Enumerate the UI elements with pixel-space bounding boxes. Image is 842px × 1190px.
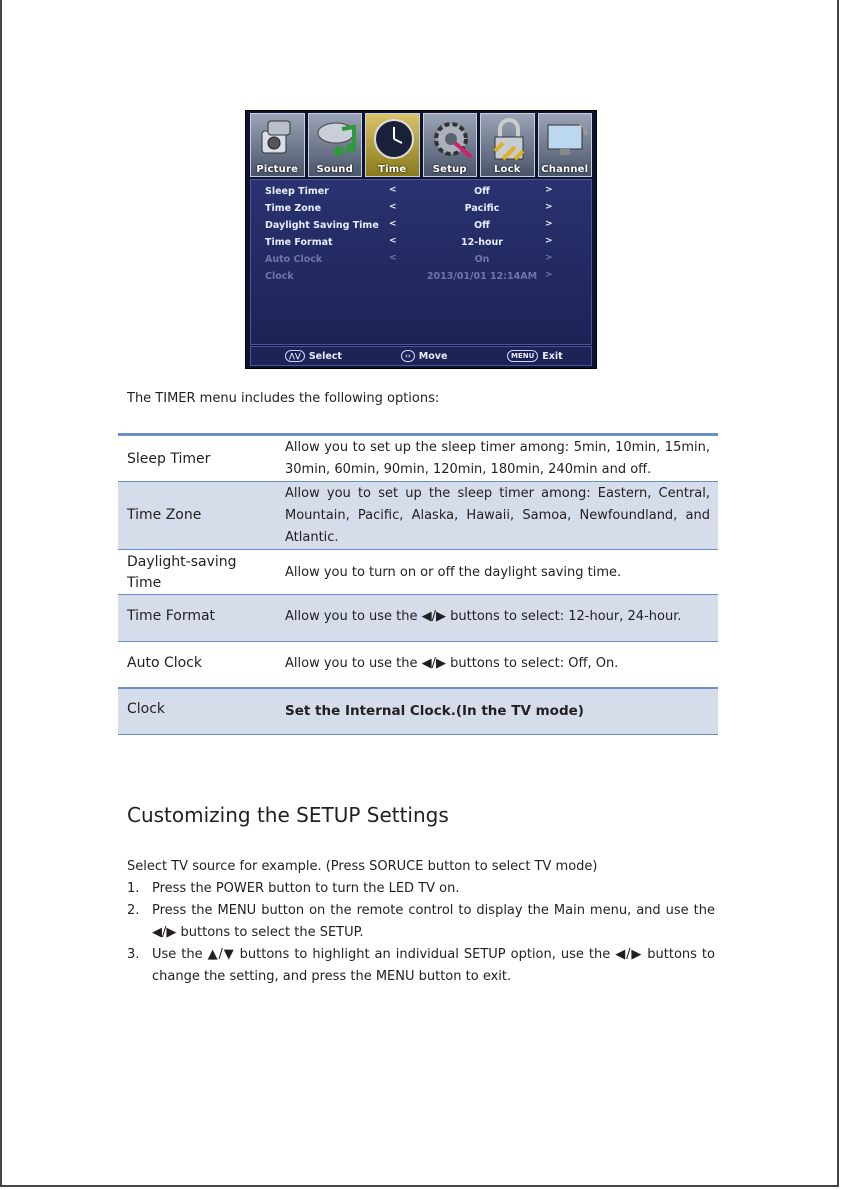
tab-channel: Channel	[538, 113, 593, 177]
table-row: Time Zone Allow you to set up the sleep timer among: Eastern, Central, Mountain, Pacific, Alaska, Hawaii, Samoa, Newfoundland, and Atlantic.	[118, 482, 718, 550]
tv-row-auto-clock: Auto Clock < On >	[265, 253, 553, 265]
arrow-right-icon: >	[545, 219, 553, 229]
tab-time: Time	[365, 113, 420, 177]
arrow-right-icon: >	[545, 236, 553, 246]
tv-row-time-zone: Time Zone < Pacific >	[265, 202, 553, 214]
arrow-right-icon: >	[545, 202, 553, 212]
tab-sound: Sound	[308, 113, 363, 177]
table-row: Clock Set the Internal Clock.(In the TV mode)	[118, 689, 718, 735]
tab-setup: Setup	[423, 113, 478, 177]
list-item: 3. Use the ▲/▼ buttons to highlight an individual SETUP option, use the ◀/▶ buttons to change the setting, and press the MENU button to exit.	[127, 947, 715, 984]
table-row: Sleep Timer Allow you to set up the sleep timer among: 5min, 10min, 15min, 30min, 60min, 90min, 120min, 180min, 240min and off.	[118, 436, 718, 482]
arrow-left-icon: <	[389, 253, 397, 263]
arrow-left-icon: <	[389, 236, 397, 246]
tab-lock: Lock	[480, 113, 535, 177]
arrow-left-icon: <	[389, 202, 397, 212]
satellite-dish-icon	[544, 117, 590, 161]
tv-row-sleep-timer: Sleep Timer < Off >	[265, 185, 553, 197]
hint-exit: MENU Exit	[507, 350, 563, 362]
arrow-right-icon: >	[545, 253, 553, 263]
gear-icon	[429, 117, 475, 161]
tv-row-time-format: Time Format < 12-hour >	[265, 236, 553, 248]
arrow-right-icon: >	[545, 270, 553, 280]
list-item: 2. Press the MENU button on the remote control to display the Main menu, and use the ◀/▶ buttons to select the SETUP.	[127, 903, 715, 940]
camera-icon	[256, 117, 302, 161]
tab-picture: Picture	[250, 113, 305, 177]
table-row: Daylight-saving Time Allow you to turn on or off the daylight saving time.	[118, 550, 718, 595]
tv-menu-footer	[250, 346, 592, 366]
hint-move: ‹› Move	[401, 350, 447, 362]
section-intro: Select TV source for example. (Press SORUCE button to select TV mode)	[127, 859, 598, 874]
table-row: Time Format Allow you to use the ◀/▶ buttons to select: 12-hour, 24-hour.	[118, 595, 718, 642]
tv-row-daylight-saving: Daylight Saving Time < Off >	[265, 219, 553, 231]
hint-select: ⋀⋁ Select	[285, 350, 342, 362]
lock-icon	[486, 117, 532, 161]
menu-button-icon: MENU	[507, 350, 538, 362]
intro-text: The TIMER menu includes the following options:	[127, 391, 440, 406]
timer-options-table	[118, 433, 718, 735]
arrow-left-icon: <	[389, 185, 397, 195]
arrow-left-icon: <	[389, 219, 397, 229]
clock-icon	[371, 117, 417, 161]
music-note-icon	[314, 117, 360, 161]
tv-menu-tabs	[250, 113, 592, 177]
tv-row-clock: Clock 2013/01/01 12:14AM >	[265, 270, 553, 282]
left-right-icon: ‹›	[401, 350, 415, 362]
section-title: Customizing the SETUP Settings	[127, 803, 449, 827]
table-row: Auto Clock Allow you to use the ◀/▶ buttons to select: Off, On.	[118, 642, 718, 689]
tv-menu-body	[250, 179, 592, 345]
arrow-right-icon: >	[545, 185, 553, 195]
up-down-icon: ⋀⋁	[285, 350, 305, 362]
list-item: 1. Press the POWER button to turn the LED TV on.	[127, 881, 460, 896]
tv-menu-screenshot	[245, 110, 597, 369]
